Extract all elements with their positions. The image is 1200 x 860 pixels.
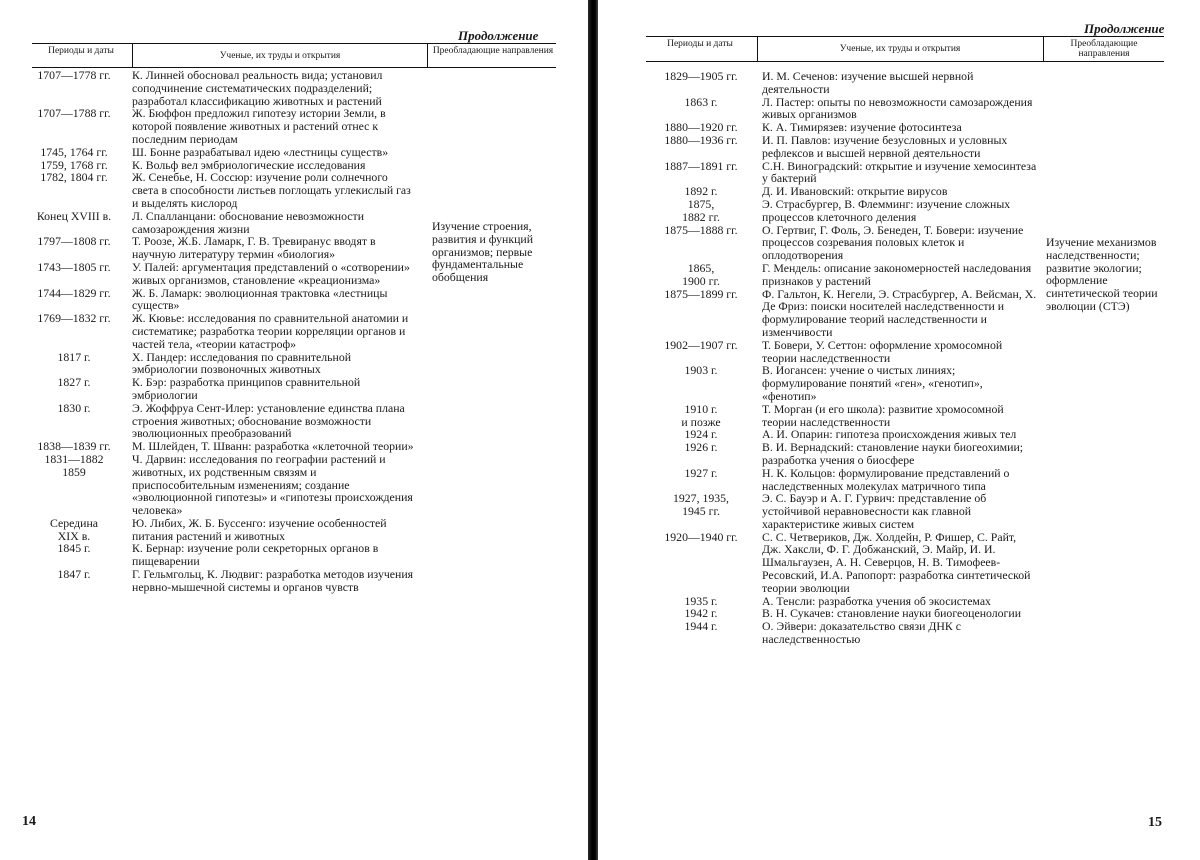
discovery-cell: Ж. Бюффон предложил гипотезу истории Земли, в которой появление животных и растений отнес к последним периодам — [132, 106, 386, 146]
right-table-body — [646, 70, 1038, 646]
discovery-cell: Г. Гельмгольц, К. Людвиг: разработка методов изучения нервно-мышечной системы и органов чувств — [132, 567, 414, 594]
discovery-cell: К. Бернар: изучение роли секреторных органов в пищеварении — [132, 541, 379, 569]
table-row — [646, 492, 1038, 530]
discovery-cell: К. Бэр: разработка принципов сравнительной эмбриологии — [132, 375, 361, 402]
period-cell: 1903 г. — [684, 363, 718, 378]
table-row — [22, 312, 417, 350]
period-cell: 1707—1778 гг. — [37, 68, 111, 82]
discovery-cell: Т. Бовери, У. Сеттон: оформление хромосомной теории наследственности — [762, 337, 1003, 365]
discovery-cell: Х. Пандер: исследования по сравнительной эмбриологии позвоночных животных — [132, 349, 352, 377]
table-row — [22, 568, 417, 594]
header-divider — [427, 43, 428, 67]
header-scientists: Ученые, их труды и открытия — [839, 44, 961, 54]
period-cell: 1769—1832 гг. — [37, 311, 111, 326]
period-cell: 1863 г. — [684, 94, 718, 109]
period-cell: 1745, 1764 гг. — [40, 144, 108, 159]
header-trends: Преобладающие направления — [1070, 39, 1138, 59]
discovery-cell: У. Палей: аргументация представлений о «сотворении» живых организмов, становление «креационизма» — [132, 259, 410, 287]
discovery-cell: О. Эйвери: доказательство связи ДНК с наследственностью — [762, 619, 961, 647]
period-cell: 1935 г. — [684, 593, 718, 608]
period-cell: 1944 г. — [684, 619, 718, 634]
discovery-cell: К. Вольф вел эмбриологические исследования — [132, 157, 366, 172]
discovery-cell: И. М. Сеченов: изучение высшей нервной деятельности — [762, 69, 974, 96]
trend-cell-left: Изучение строения, развития и функций организмов; первые фундаментальные обобщения — [432, 219, 534, 285]
table-row — [22, 261, 417, 287]
table-row — [646, 262, 1038, 288]
discovery-cell: Т. Морган (и его школа): развитие хромосомной теории наследственности — [762, 401, 1004, 429]
period-cell: 1887—1891 гг. — [664, 158, 738, 173]
table-row — [646, 288, 1038, 339]
discovery-cell: Ж. Кювье: исследования по сравнительной анатомии и систематике; разработка теории корреляции органов и частей тела, «теории катастроф» — [132, 311, 409, 351]
discovery-cell: В. Иогансен: учение о чистых линиях; формулирование понятий «ген», «генотип», «фенотип» — [762, 363, 983, 403]
discovery-cell: Ш. Бонне разрабатывал идею «лестницы существ» — [132, 144, 389, 159]
discovery-cell: Т. Роозе, Ж.Б. Ламарк, Г. В. Тревиранус вводят в научную литературу термин «биология» — [132, 234, 376, 262]
period-cell: 1865, 1900 гг. — [682, 260, 720, 288]
book-gutter — [588, 0, 598, 860]
period-cell: Конец XVIII в. — [36, 208, 112, 223]
discovery-cell: К. А. Тимирязев: изучение фотосинтеза — [762, 120, 962, 135]
table-row — [22, 402, 417, 440]
table-row — [22, 287, 417, 313]
period-cell: 1744—1829 гг. — [37, 285, 111, 300]
continuation-label: Продолжение — [1084, 21, 1165, 36]
table-row — [646, 339, 1038, 365]
table-row — [22, 107, 417, 145]
period-cell: 1892 г. — [684, 184, 718, 199]
discovery-cell: Э. Страсбургер, В. Флемминг: изучение сложных процессов клеточного деления — [762, 196, 1011, 224]
table-row — [22, 171, 417, 209]
discovery-cell: Ж. Б. Ламарк: эволюционная трактовка «лестницы существ» — [132, 285, 388, 313]
period-cell: Середина XIX в. — [49, 515, 99, 543]
period-cell: 1829—1905 гг. — [664, 69, 738, 83]
header-trends: Преобладающие направления — [432, 46, 554, 56]
period-cell: 1797—1808 гг. — [37, 234, 111, 249]
table-row — [646, 403, 1038, 429]
continuation-label: Продолжение — [458, 28, 539, 43]
period-cell: 1827 г. — [57, 375, 91, 390]
table-row — [646, 224, 1038, 262]
discovery-cell: А. И. Опарин: гипотеза происхождения живых тел — [762, 427, 1017, 442]
period-cell: 1707—1788 гг. — [37, 106, 111, 121]
discovery-cell: В. Н. Сукачев: становление науки биогеоценологии — [762, 606, 1022, 621]
header-top-rule — [646, 36, 1164, 37]
table-row — [22, 517, 417, 543]
left-page — [0, 0, 592, 860]
period-cell: 1924 г. — [684, 427, 718, 442]
period-cell: 1782, 1804 гг. — [40, 170, 108, 185]
discovery-cell: И. П. Павлов: изучение безусловных и условных рефлексов и высшей нервной деятельности — [762, 132, 1008, 160]
header-bottom-rule — [646, 61, 1164, 62]
header-scientists: Ученые, их труды и открытия — [219, 51, 341, 61]
discovery-cell: М. Шлейден, Т. Шванн: разработка «клеточной теории» — [132, 439, 414, 454]
table-row — [22, 69, 417, 107]
table-row — [22, 440, 417, 453]
discovery-cell: С.Н. Виноградский: открытие и изучение хемосинтеза у бактерий — [762, 158, 1037, 186]
table-row — [22, 235, 417, 261]
table-row — [646, 198, 1038, 224]
period-cell: 1875, 1882 гг. — [682, 196, 720, 224]
header-periods: Периоды и даты — [667, 39, 733, 49]
table-row — [646, 70, 1038, 96]
table-row — [22, 351, 417, 377]
period-cell: 1926 г. — [684, 440, 718, 455]
period-cell: 1927, 1935, 1945 гг. — [672, 491, 730, 519]
discovery-cell: Л. Пастер: опыты по невозможности самозарождения живых организмов — [762, 94, 1033, 122]
header-top-rule — [32, 43, 556, 44]
period-cell: 1910 г. и позже — [681, 401, 721, 429]
table-row — [646, 364, 1038, 402]
table-row — [22, 210, 417, 236]
period-cell: 1880—1920 гг. — [664, 120, 738, 135]
discovery-cell: В. И. Вернадский: становление науки биогеохимии; разработка учения о биосфере — [762, 440, 1024, 467]
discovery-cell: С. С. Четвериков, Дж. Холдейн, Р. Фишер, С. Райт, Дж. Хаксли, Ф. Г. Добжанский, Э. Майр, И. И. Шмальгаузен, А. Н. Северцов, Н. В. Тимофеев-Ресовский, И.А. Рапопорт: разработка синтетической теории эволюции — [762, 529, 1031, 595]
period-cell: 1927 г. — [684, 465, 718, 480]
table-row — [22, 146, 417, 159]
table-row — [22, 542, 417, 568]
table-row — [646, 96, 1038, 122]
discovery-cell: Ю. Либих, Ж. Б. Буссенго: изучение особенностей питания растений и животных — [132, 515, 387, 543]
header-divider — [757, 36, 758, 61]
page-number-left: 14 — [22, 814, 36, 829]
table-row — [646, 441, 1038, 467]
discovery-cell: К. Линней обосновал реальность вида; установил соподчинение систематических подразделений; разработал классификацию животных и растений — [132, 68, 383, 108]
period-cell: 1847 г. — [57, 567, 91, 582]
discovery-cell: Э. Жоффруа Сент-Илер: установление единства плана строения животных; обоснование возможности эволюционных преобразований — [132, 400, 405, 441]
period-cell: 1830 г. — [57, 400, 91, 415]
discovery-cell: Э. С. Бауэр и А. Г. Гурвич: представление об устойчивой неравновесности как главной характеристике живых систем — [762, 491, 987, 531]
period-cell: 1817 г. — [57, 349, 91, 364]
discovery-cell: Ч. Дарвин: исследования по географии растений и животных, их родственным связям и приспособительным изменениям; создание «эволюционной гипотезы» и «гипотезы происхождения человека» — [132, 451, 413, 518]
table-row — [22, 376, 417, 402]
period-cell: 1880—1936 гг. — [664, 132, 738, 147]
right-page — [600, 0, 1200, 860]
table-row — [646, 467, 1038, 493]
header-divider — [132, 43, 133, 67]
table-row — [646, 620, 1038, 646]
period-cell: 1759, 1768 гг. — [40, 157, 108, 172]
table-row — [646, 134, 1038, 160]
period-cell: 1838—1839 гг. — [37, 439, 111, 454]
discovery-cell: Ф. Гальтон, К. Негели, Э. Страсбургер, А. Вейсман, Х. Де Фриз: поиски носителей наследственности и формулирование теорий наследственности и изменчивости — [762, 286, 1037, 339]
discovery-cell: Ж. Сенебье, Н. Соссюр: изучение роли солнечного света в способности листьев поглощать углекислый газ и выделять кислород — [132, 170, 411, 210]
discovery-cell: Г. Мендель: описание закономерностей наследования признаков у растений — [762, 260, 1032, 288]
period-cell: 1902—1907 гг. — [664, 337, 738, 352]
period-cell: 1920—1940 гг. — [664, 529, 738, 544]
discovery-cell: Л. Спалланцани: обоснование невозможности самозарождения жизни — [132, 208, 365, 236]
period-cell: 1743—1805 гг. — [37, 259, 111, 274]
period-cell: 1875—1899 гг. — [664, 286, 738, 301]
header-divider — [1043, 36, 1044, 61]
page-number-right: 15 — [1148, 815, 1162, 830]
table-row — [22, 453, 417, 517]
period-cell: 1831—1882 1859 — [44, 451, 104, 479]
left-table-body — [22, 69, 417, 594]
period-cell: 1875—1888 гг. — [664, 222, 738, 237]
discovery-cell: О. Гертвиг, Г. Фоль, Э. Бенеден, Т. Бовери: изучение процессов созревания половых клеток и оплодотворения — [762, 222, 1024, 263]
discovery-cell: Н. К. Кольцов: формулирование представлений о наследственных молекулах матричного типа — [762, 465, 1010, 493]
trend-cell-right: Изучение механизмов наследственности; развитие экологии; оформление синтетической теории эволюции (СТЭ) — [1046, 235, 1158, 313]
table-row — [646, 160, 1038, 186]
period-cell: 1942 г. — [684, 606, 718, 621]
discovery-cell: А. Тенсли: разработка учения об экосистемах — [762, 593, 991, 608]
discovery-cell: Д. И. Ивановский: открытие вирусов — [762, 184, 948, 199]
header-periods: Периоды и даты — [48, 46, 114, 56]
table-row — [646, 531, 1038, 595]
period-cell: 1845 г. — [57, 541, 91, 556]
